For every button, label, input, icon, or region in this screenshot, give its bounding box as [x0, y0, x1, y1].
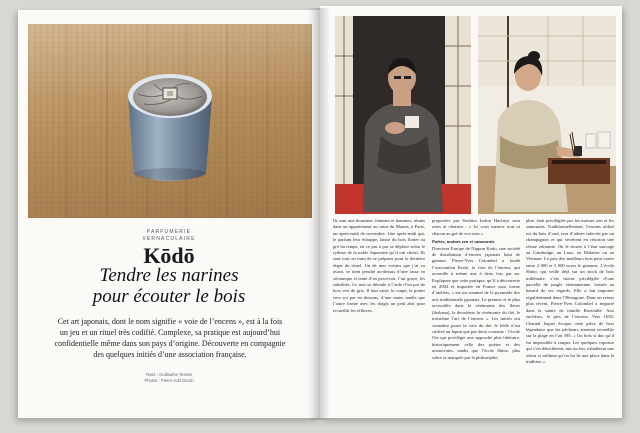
right-page: [320, 6, 622, 418]
kimono-man-photo: [335, 16, 471, 214]
article-intro: Cet art japonais, dont le nom signifie « voie de l’encens », est à la fois un jeu et un rituel très codifié. Complexe, sa pratique est aujourd’hui confidentielle même dans son pays d’origine. Découverte en compagnie des quelques initiés d’une association française.: [54, 317, 286, 359]
section-kicker: PARFUMERIE VERNACULAIRE: [142, 229, 196, 242]
article-subtitle: Tendre les narines pour écouter le bois: [92, 265, 246, 307]
article-column-2: proposées par Souhiro Isshin Hachiya sont rares et choisies : « Ici vous meurez tous et chacun au gré de vos sens ». Poètes, moines zen et samouraïs Directeur Europe de Nippon Kodo, une société de distribution d’encens japonais haut de gamme, Pierre-Yves Colombel a fondé l’association Kodo, la voie de l’encens, qui accueille à même une à deux fois par an. Expliquez que cette pratique, qu’il a découverte en 2004 et importée en France sous forme d’ateliers, « est un sommet de la pyramide des arts traditionnels japonais. Le premier et le plus accessible dans la cérémonie des fleurs (ikebana), la deuxième la cérémonie du thé, le troisième l’art de l’encens ». Les initiés ont connaître poser la voix du thé, le kōdō n’est cultivé au Japon que par deux courants : l’école Oie qui privilégie une approche plus littéraire, historiquement celle des poètes et des aristocrates, tandis que l’école Shino, plus sobre et marquée par la philosophie,: [432, 218, 520, 360]
article-credits: Texte : Guillaume Tesson Photos : Pierre-Adri Duruh: [144, 372, 194, 383]
incense-cup-photo: [28, 24, 312, 218]
column-subheading: Poètes, moines zen et samouraïs: [432, 239, 495, 245]
article-column-3: phie, était privilégiée par les moines zen et les samouraïs. Traditionnellement, l’encens utilisé est du bois d’oud, issu d’arbres infectés par un champignon et qui sécrètent en réaction une résine odorante. On le trouve à l’état sauvage au Cambodge, au Laos, en Malaisie ou au Vietnam. Le prix des meilleurs bois peut varier entre 2 000 et 3 000 euros le gramme. L’école Shino, qui veille déjà sur un stock de bois millénaire, s’est moins privilégiée d’une parcelle de jungle vietnamienne, laissée au hasard de ses regards. Elle a fait importer régulièrement dans l’Hexagone. Dans un retour plus récent, Pierre-Yves Colombel a importé dans la sainte de famille Ravitaillé. Aux enchères, le prix de l’encens. Vers 1650, Chantal Jaquet évoque cette pièce de bois légendaire que les pêcheurs auraient recueillie sur la plage en l’an 595. « Un bois si dur qu’il fut impossible à couper. Les quelques copeaux qui s’en détachèrent, mis au feu, exhalèrent une odeur si sublime qu’on lui fit une place dans la tradition ».: [526, 218, 614, 364]
left-page: [18, 10, 320, 418]
article-column-1: Ils sont une douzaine, femmes et hommes, réunis dans un appartement au cœur du Marais, à Paris, un après-midi de novembre. Une après-midi qui, le parfum leur échappe, laisse du bois flotter au gré du temps, où ce pas à pas se déplace selon le rythme de la noble Japonaise qu’il ont choisi. Ils sont tous en train de se préparer pour la dernière étape du rituel. Un de mes voisins que j’ai vu avant, se tient penché au-dessus d’une tasse en céramique et tente d’en percevoir, l’air grave, les subtilités. Le tout se déroule à l’aide d’un pot de bois vert de gris. Il faut saisir la coupe, la porter vers soi par en dessous, d’une main, tandis que l’autre forme avec les doigts un petit abri pour recueillir les effluves.: [333, 218, 425, 313]
incense-cup-illustration: [124, 70, 216, 188]
article-title: Kōdō: [143, 243, 195, 268]
kimono-woman-photo: [478, 16, 616, 214]
